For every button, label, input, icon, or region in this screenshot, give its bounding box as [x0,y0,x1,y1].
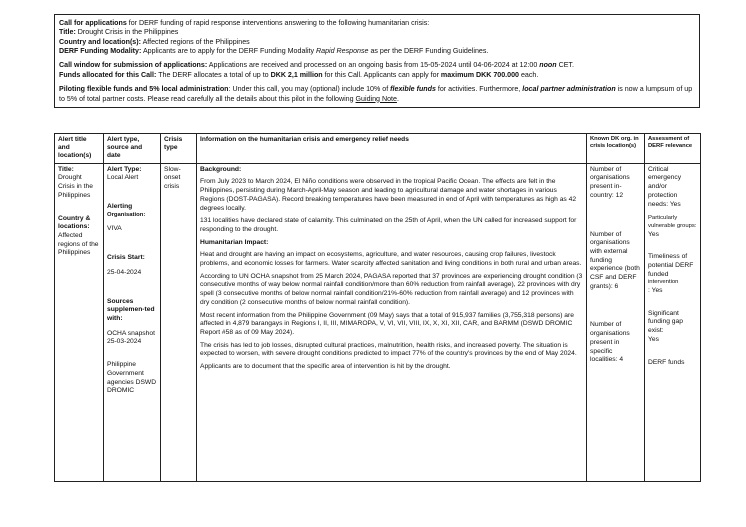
modality-line [59,47,694,56]
background-paragraph: From July 2023 to March 2024, El Niño conditions were observed in the tropical Pacific Ocean. The effects are felt in the Philippines, persisting during March-April-May season and leading to agricultural damage and water shortages in various Regions (DOST-PAGASA). Record breaking temperatures have been measured in end of April with temperatures as high as 42 degrees locally. [200,178,577,212]
funds-line [59,71,694,80]
call-text: for DERF funding of rapid response interventions answering to the following humanitarian crisis: [126,19,430,27]
spacer [58,201,100,215]
vulnerable-groups-value: Yes [648,230,659,238]
table-header-row [55,134,701,164]
piloting-text-4: . [396,94,399,103]
orgs-in-localities: Number of organisations present in specific localities: 4 [590,321,630,364]
spacer [648,345,697,359]
country-label: Country & locations: [58,214,91,231]
sources-label: Sources supplemen-ted with: [107,297,155,322]
funds-label: Funds allocated for this Call: [59,70,157,79]
country-value: Affected regions of the Philippines [58,231,99,257]
flexible-funds-term: flexible funds [390,85,436,94]
title-label: Title: [59,28,76,37]
piloting-line [59,85,694,104]
modality-text-post: as per the DERF Funding Guidelines. [368,47,489,56]
call-label: Call for applications [59,19,127,27]
alert-type-label: Alert Type: [107,165,142,173]
funds-text-post: each. [518,70,539,79]
crisis-table [54,133,701,482]
funding-gap-label: Significant funding gap exist: [648,309,683,335]
piloting-text-3: is now a lumpsum of up to 5% of total partner costs. Please read carefully all the details about this pilot in the following [59,85,693,103]
cell-assessment [645,163,701,481]
timeliness-value: : Yes [648,287,663,295]
spacer [107,347,157,361]
impact-paragraph: The crisis has led to job losses, disrupted cultural practices, malnutrition, health risks, and increased poverty. The situation is expected to worsen, with severe drought conditions predicted to impact 77% of the country's provinces by the end of May 2024. [200,341,577,358]
spacer [648,296,697,310]
timeliness-intervention: intervention [648,279,679,286]
source-gov: Philippine Government agencies DSWD DROMIC [107,361,157,395]
call-header-box [54,14,700,108]
title-value: Drought Crisis in the Philippines [58,174,93,199]
cell-alert-title [55,163,104,481]
title-line [59,28,694,37]
modality-text: Applicants are to apply for the DERF Funding Modality [141,47,317,56]
cell-information [197,163,587,481]
cell-crisis-type [161,163,197,481]
window-line [59,61,694,70]
country-value: Affected regions of the Philippines [140,37,250,46]
impact-heading: Humanitarian Impact: [200,238,269,246]
title-value: Drought Crisis in the Philippines [75,28,179,37]
crisis-start-label: Crisis Start: [107,254,145,262]
piloting-label: Piloting flexible funds and 5% local administration [59,85,229,94]
piloting-text-2: for activities. Furthermore, [435,85,523,94]
timeliness-label: Timeliness of potential DERF funded [648,253,694,278]
crisis-start-value: 25-04-2024 [107,268,142,276]
impact-paragraph: Heat and drought are having an impact on ecosystems, agriculture, and water resources, causing crop failures, livestock problems, and economic losses for farmers. Water scarcity affected sanitation and living conditions in both rural and urban areas. [200,251,582,268]
source-ocha: OCHA snapshot 25-03-2024 [107,329,155,346]
window-label: Call window for submission of applications: [59,61,208,70]
window-text: Applications are received and processed on an ongoing basis from 15-05-2024 until 04-06-2024 at 12:00 [207,61,540,70]
organisation-value: VIVA [107,225,122,233]
spacer [107,278,157,298]
window-text-post: CET. [556,61,574,70]
funds-amount: DKK 2,1 million [270,70,323,79]
modality-label: DERF Funding Modality: [59,47,142,56]
col-header-crisis-type: Crisis type [161,134,197,164]
guiding-note-link[interactable]: Guiding Note [355,94,397,103]
piloting-text-1: : Under this call, you may (optional) include 10% of [228,85,391,94]
organisation-label: Organisation: [107,211,146,218]
call-intro-line [59,19,694,28]
col-header-information: Information on the humanitarian crisis and emergency relief needs [197,134,587,164]
spacer [590,291,641,321]
alert-type-value: Local Alert [107,174,139,182]
col-header-assessment: Assessment of DERF relevance [645,134,701,164]
orgs-in-country: Number of organisations present in-country: 12 [590,165,630,199]
country-line [59,38,694,47]
modality-italic: Rapid Response [316,47,369,56]
background-paragraph: 131 localities have declared state of calamity. This culminated on the 25th of April, when the UN called for increased support for responding to the drought. [200,217,577,233]
derf-funds-text: DERF funds [648,358,685,366]
funds-max: maximum DKK 700.000 [440,70,519,79]
spacer [648,239,697,253]
col-header-alert-type: Alert type, source and date [104,134,161,164]
cell-alert-type [104,163,161,481]
funds-text-mid: for this Call. Applicants can apply for [322,70,441,79]
spacer [590,201,641,231]
window-noon: noon [539,61,557,70]
funds-text: The DERF allocates a total of up to [156,70,271,79]
critical-need: Critical emergency and/or protection needs: Yes [648,165,682,208]
alerting-label: Alerting [107,203,133,211]
spacer [107,183,157,203]
local-partner-admin-term: local partner administration [522,85,616,94]
cell-known-dk-org [587,163,645,481]
background-heading: Background: [200,165,242,173]
impact-paragraph: Applicants are to document that the specific area of intervention is hit by the drought. [200,363,451,371]
funding-gap-value: Yes [648,335,659,343]
col-header-alert-title: Alert title and location(s) [55,134,104,164]
vulnerable-groups-label: Particularly vulnerable groups: [648,215,697,229]
table-row [55,163,701,481]
title-label: Title: [58,165,74,173]
spacer [107,234,157,254]
col-header-known-dk-org: Known DK org. in crisis location(s) [587,134,645,164]
country-label: Country and location(s): [59,37,141,46]
impact-paragraph: According to UN OCHA snapshot from 25 March 2024, PAGASA reported that 37 provinces are experiencing drought condition (3 consecutive months of way below normal rainfall condition/more than 60% reduction from rainfall average), 22 provinces with dry spell (3 consecutive months of below normal rainfall condition/21%-60% reduction from rainfall average) and 12 provinces with dry condition (2 consecutive months of below normal rainfall condition). [200,272,583,306]
impact-paragraph: Most recent information from the Philippine Government (09 May) says that a total of 915,937 families (3,755,318 persons) are affected in 4,879 barangays in Regions I, II, III, MIMAROPA, V, VI, VII, VIII, IX, X, XI, XII, CAR, and BARMM (DSWD DROMIC Report #58 as of 09 May 2024). [200,311,574,336]
crisis-type-value: Slow-onset crisis [164,165,181,191]
orgs-external-funding: Number of organisations with external funding experience (both CSF and DERF grants): 6 [590,230,640,290]
